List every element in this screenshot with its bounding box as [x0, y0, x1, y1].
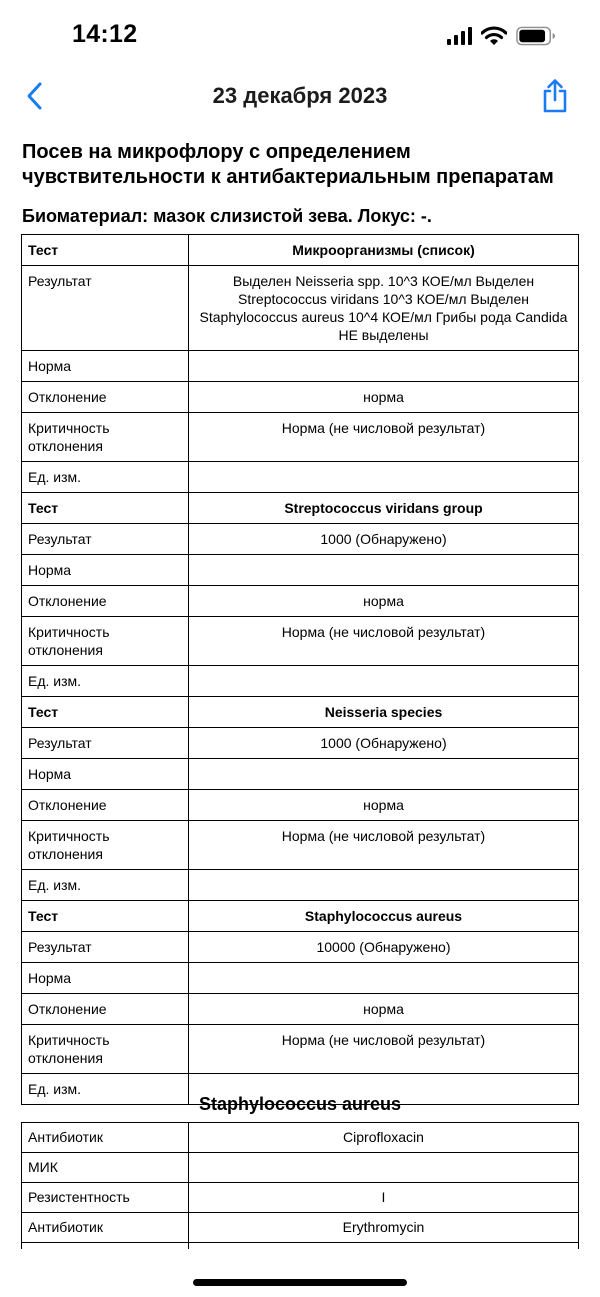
criticality-label: Критичность отклонения [22, 1025, 189, 1074]
antibiotic-label: Антибиотик [22, 1213, 189, 1243]
test-name: Streptococcus viridans group [189, 493, 579, 524]
norm-value [189, 555, 579, 586]
test-name: Микроорганизмы (список) [189, 235, 579, 266]
table-row [22, 932, 579, 963]
result-label: Результат [22, 728, 189, 759]
deviation-label: Отклонение [22, 382, 189, 413]
mic-label: МИК [22, 1153, 189, 1183]
table-row [22, 1183, 579, 1213]
table-row [22, 235, 579, 266]
norm-label: Норма [22, 963, 189, 994]
table-row [22, 870, 579, 901]
test-label: Тест [22, 493, 189, 524]
criticality-value: Норма (не числовой результат) [189, 821, 579, 870]
table-row [22, 524, 579, 555]
table-row [22, 901, 579, 932]
result-label: Результат [22, 266, 189, 351]
norm-label: Норма [22, 555, 189, 586]
test-label: Тест [22, 697, 189, 728]
navigation-bar [0, 70, 600, 126]
table-row [22, 697, 579, 728]
antibiotic-value: Ciprofloxacin [189, 1123, 579, 1153]
table-row [22, 1213, 579, 1243]
share-button[interactable] [540, 78, 570, 114]
test-label: Тест [22, 235, 189, 266]
criticality-label: Критичность отклонения [22, 821, 189, 870]
deviation-value: норма [189, 586, 579, 617]
mic-value [189, 1153, 579, 1183]
sensitivity-title: Staphylococcus aureus [198, 1094, 402, 1114]
table-row [22, 963, 579, 994]
status-icons [447, 22, 556, 50]
result-value: 1000 (Обнаружено) [189, 524, 579, 555]
table-row [22, 759, 579, 790]
criticality-value: Норма (не числовой результат) [189, 617, 579, 666]
unit-label: Ед. изм. [22, 462, 189, 493]
resistance-label: Резистентность [22, 1183, 189, 1213]
cellular-signal-icon [447, 27, 472, 45]
home-indicator[interactable] [193, 1279, 407, 1286]
report-title: Посев на микрофлору с определением чувствительности к антибактериальным препаратам [22, 141, 554, 188]
result-label: Результат [22, 524, 189, 555]
table-row [22, 1025, 579, 1074]
status-bar [0, 0, 600, 70]
deviation-label: Отклонение [22, 790, 189, 821]
result-value: 1000 (Обнаружено) [189, 728, 579, 759]
table-row [22, 617, 579, 666]
table-row [22, 994, 579, 1025]
criticality-value: Норма (не числовой результат) [189, 413, 579, 462]
deviation-value: норма [189, 382, 579, 413]
table-row [22, 266, 579, 351]
table-row [22, 586, 579, 617]
deviation-value: норма [189, 994, 579, 1025]
table-row [22, 413, 579, 462]
table-row [22, 555, 579, 586]
resistance-value: I [189, 1183, 579, 1213]
unit-label: Ед. изм. [22, 870, 189, 901]
table-row [22, 790, 579, 821]
deviation-value: норма [189, 790, 579, 821]
norm-label: Норма [22, 759, 189, 790]
table-row [22, 351, 579, 382]
result-value: 10000 (Обнаружено) [189, 932, 579, 963]
test-name: Neisseria species [189, 697, 579, 728]
test-label: Тест [22, 901, 189, 932]
biomaterial-heading: Биоматериал: мазок слизистой зева. Локус: -. [22, 206, 432, 226]
criticality-label: Критичность отклонения [22, 617, 189, 666]
result-label: Результат [22, 932, 189, 963]
unit-value [189, 666, 579, 697]
unit-label: Ед. изм. [22, 666, 189, 697]
results-table [21, 234, 579, 1105]
norm-value [189, 351, 579, 382]
share-icon [540, 78, 570, 114]
battery-icon [516, 26, 556, 46]
norm-value [189, 759, 579, 790]
table-row [22, 728, 579, 759]
nav-title: 23 декабря 2023 [212, 83, 388, 108]
criticality-label: Критичность отклонения [22, 413, 189, 462]
bottom-safe-area [0, 1249, 600, 1297]
table-row [22, 462, 579, 493]
antibiotic-value: Erythromycin [189, 1213, 579, 1243]
norm-label: Норма [22, 351, 189, 382]
table-row [22, 1153, 579, 1183]
unit-value [189, 462, 579, 493]
status-time: 14:12 [72, 20, 138, 48]
norm-value [189, 963, 579, 994]
table-row [22, 666, 579, 697]
unit-value [189, 870, 579, 901]
deviation-label: Отклонение [22, 994, 189, 1025]
table-row [22, 493, 579, 524]
test-name: Staphylococcus aureus [189, 901, 579, 932]
criticality-value: Норма (не числовой результат) [189, 1025, 579, 1074]
table-row [22, 1123, 579, 1153]
antibiotic-label: Антибиотик [22, 1123, 189, 1153]
result-value: Выделен Neisseria spp. 10^3 КОЕ/мл Выделен Streptococcus viridans 10^3 КОЕ/мл Выделен Staphylococcus aureus 10^4 КОЕ/мл Грибы рода Candida НЕ выделены [189, 266, 579, 351]
wifi-icon [481, 26, 507, 46]
unit-label: Ед. изм. [22, 1074, 189, 1105]
deviation-label: Отклонение [22, 586, 189, 617]
table-row [22, 821, 579, 870]
table-row [22, 382, 579, 413]
